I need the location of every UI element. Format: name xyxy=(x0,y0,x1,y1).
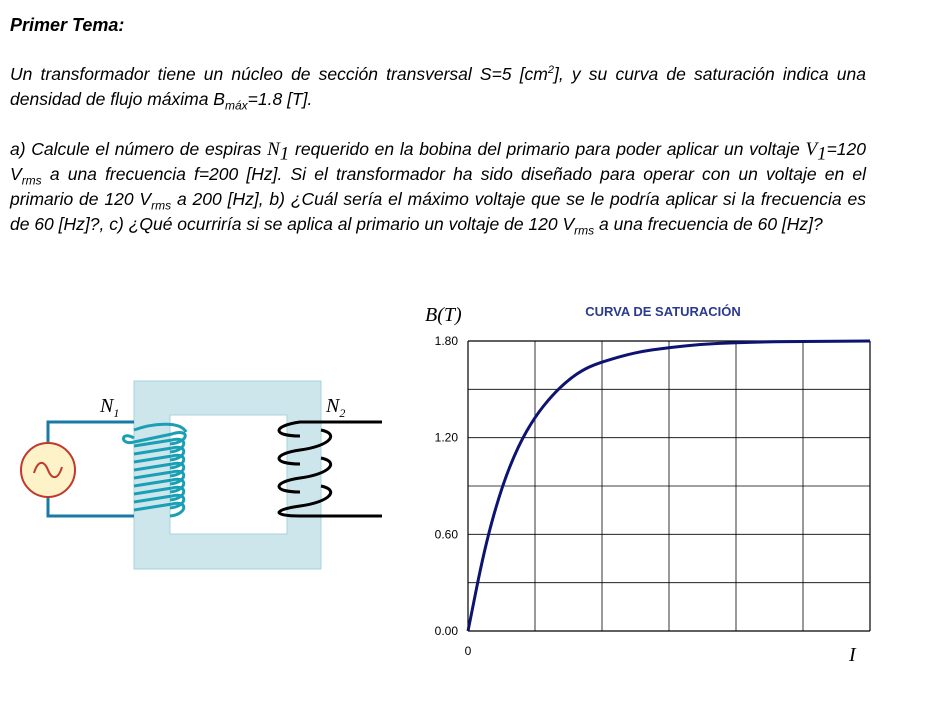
text-run: Un transformador tiene un núcleo de sección transversal S=5 [cm xyxy=(10,64,548,84)
heading: Primer Tema: xyxy=(10,15,125,35)
y-axis-label: B(T) xyxy=(425,304,462,326)
problem-questions xyxy=(10,137,866,237)
n1-label: $N_1$ xyxy=(100,395,120,420)
x-tick-label: 0 xyxy=(464,644,472,658)
symbol-n: N xyxy=(267,139,280,160)
y-tick-label: 1.20 xyxy=(434,430,458,445)
transformer-diagram xyxy=(10,370,410,590)
chart-grid xyxy=(468,341,870,631)
problem-statement xyxy=(10,62,866,112)
text-run: =120 V xyxy=(10,139,866,184)
text-run: =1.8 [T]. xyxy=(247,89,313,109)
subscript: rms xyxy=(21,173,42,188)
subscript: rms xyxy=(574,223,595,238)
primary-wire xyxy=(48,492,134,516)
text-run: a) Calcule el número de espiras xyxy=(10,139,268,159)
symbol-v: V xyxy=(805,139,818,160)
text-run: a una frecuencia f=200 [Hz]. Si el transformador ha sido diseñado para operar con un voltaje en el primario de 120 V xyxy=(10,164,866,209)
superscript: 2 xyxy=(547,64,555,77)
subscript: 1 xyxy=(817,143,827,165)
y-tick-label: 0.60 xyxy=(434,527,458,542)
text-run: a una frecuencia de 60 [Hz]? xyxy=(594,214,823,234)
saturation-chart xyxy=(415,295,895,675)
text-run: a 200 [Hz], b) ¿Cuál sería el máximo voltaje que se le podría aplicar si la frecuencia es de 60 [Hz]?, c) ¿Qué ocurriría si se aplica al primario un voltaje de 120 V xyxy=(10,189,866,234)
chart-title: CURVA DE SATURACIÓN xyxy=(585,304,741,319)
y-tick-label: 1.80 xyxy=(434,334,458,348)
subscript: rms xyxy=(151,198,172,213)
text-run: ], y su curva de saturación indica una densidad de flujo máxima B xyxy=(10,64,866,109)
subscript: máx xyxy=(224,98,248,113)
text-run: requerido en la bobina del primario para poder aplicar un voltaje xyxy=(289,139,806,159)
n2-label: $N_2$ xyxy=(326,395,346,420)
x-axis-label: I xyxy=(849,644,856,666)
primary-wire xyxy=(48,422,134,448)
y-tick-label: 0.00 xyxy=(434,624,458,638)
subscript: 1 xyxy=(279,143,290,165)
core-window xyxy=(170,415,287,534)
chart-ticks xyxy=(435,334,472,658)
